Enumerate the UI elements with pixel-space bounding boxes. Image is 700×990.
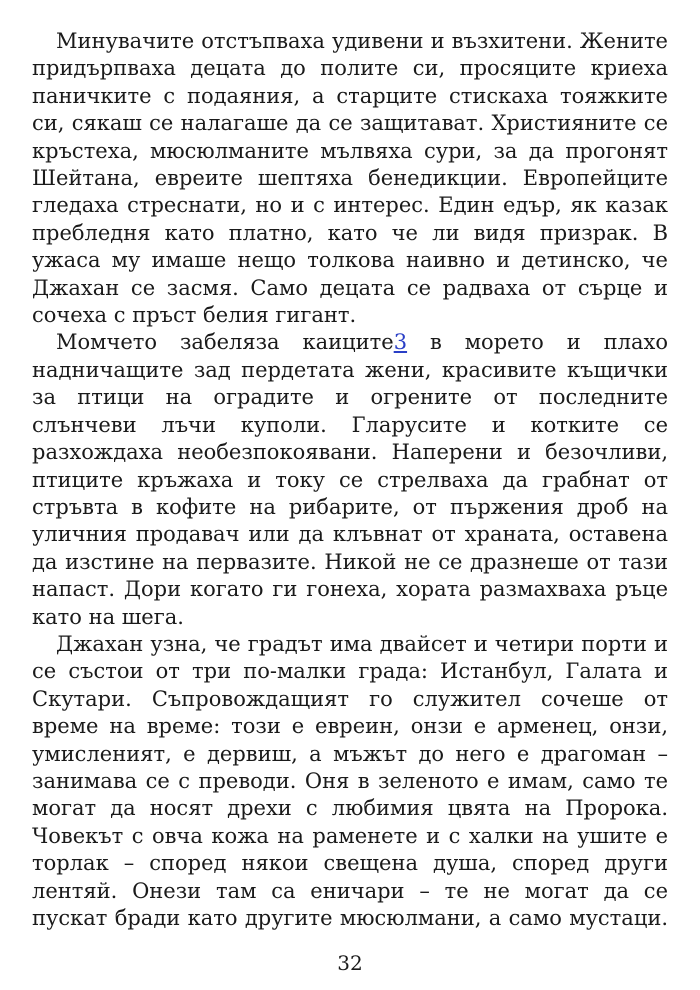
footnote-link-3[interactable]: 3 [393, 330, 408, 355]
page-body [32, 28, 668, 932]
paragraph-3: Джахан узна, че градът има двайсет и четири порти и се състои от три по-малки града: Истанбул, Галата и Скутари. Съпровождащият го служител сочеше от време на време: този е евреин, онзи е арменец, онзи, умисленият, е дервиш, а мъжът до него е драгоман – занимава се с преводи. Оня в зеленото е имам, само те могат да носят дрехи с любимия цвята на Пророка. Човекът с овча кожа на раменете и с халки на ушите е торлак – според някои свещена душа, според други лентяй. Онези там са еничари – те не могат да се пускат бради като другите мюсюлмани, а само мустаци. [32, 631, 668, 930]
page-number: 32 [337, 951, 363, 975]
paragraph-2-text-before: Момчето забеляза каиците [56, 330, 394, 355]
paragraph-2-text-after: в морето и плахо надничащите зад пердетата жени, красивите къщички за птици на оградите и огрените от последните слънчеви лъчи куполи. Гларусите и котките се разхождаха необезпокоявани. Наперени и безочливи, птиците кръжаха и току се стрелваха да грабнат от стръвта в кофите на рибарите, от пържения дроб на уличния продавач или да клъвнат от храната, оставена да изстине на первазите. Никой не се дразнеше от тази напаст. Дори когато ги гонеха, хората размахваха ръце като на шега. [32, 330, 668, 629]
paragraph-1: Минувачите отстъпваха удивени и възхитени. Жените придърпваха децата до полите си, просяците криеха паничките с подаяния, а старците стискаха тояжките си, сякаш се налагаше да се защитават. Християните се кръстеха, мюсюлманите мълвяха сури, за да прогонят Шейтана, евреите шептяха бенедикции. Европейците гледаха стреснати, но и с интерес. Един едър, як казак пребледня като платно, като че ли видя призрак. В ужаса му имаше нещо толкова наивно и детинско, че Джахан се засмя. Само децата се радваха от сърце и сочеха с пръст белия гигант. [32, 29, 668, 328]
paragraph-2 [32, 329, 668, 630]
